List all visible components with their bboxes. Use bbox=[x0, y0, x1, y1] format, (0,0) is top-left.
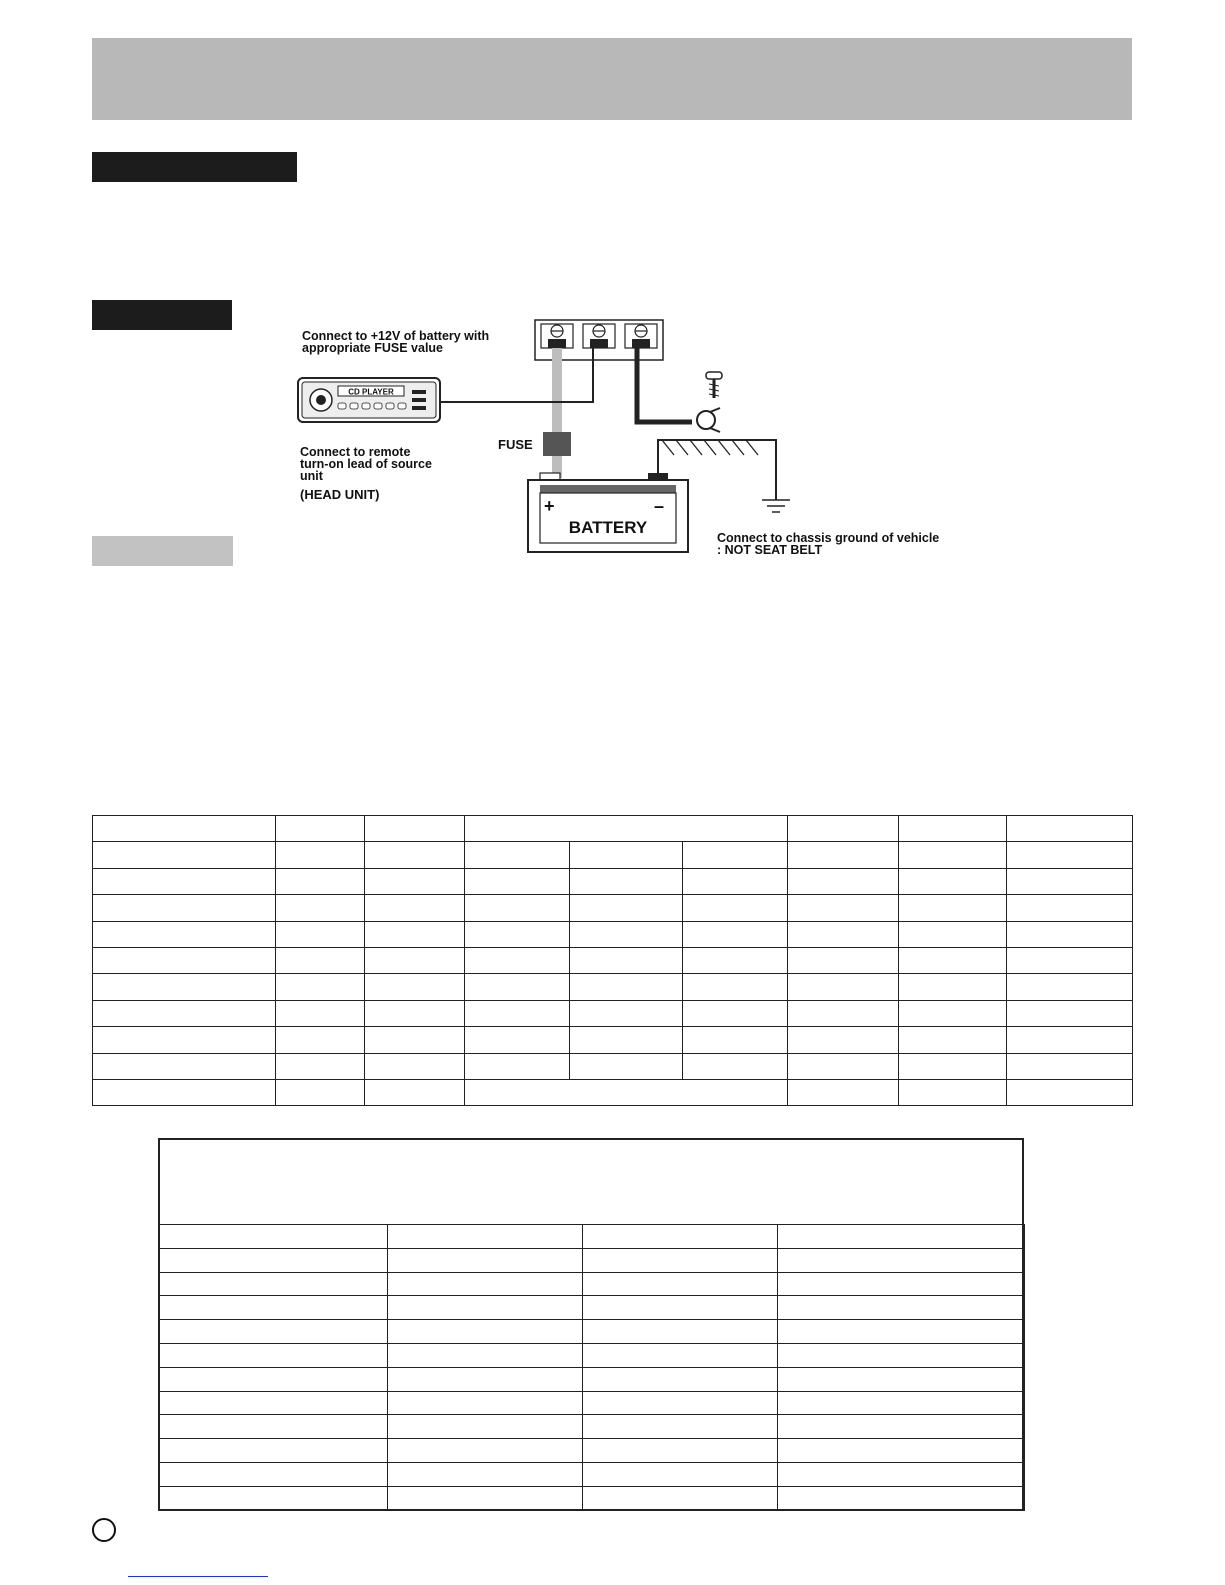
table-row bbox=[93, 842, 1133, 868]
table-cell bbox=[159, 1225, 388, 1249]
table-cell bbox=[570, 947, 683, 973]
ground-symbol-icon bbox=[762, 500, 790, 512]
table-cell bbox=[1007, 947, 1133, 973]
table-cell bbox=[365, 947, 465, 973]
table-cell bbox=[899, 947, 1007, 973]
battery-minus: – bbox=[654, 496, 665, 516]
table-cell bbox=[583, 1415, 778, 1439]
table-cell bbox=[683, 1000, 788, 1026]
table-cell bbox=[465, 1027, 570, 1053]
ring-terminal-icon bbox=[697, 408, 720, 432]
table-cell bbox=[465, 947, 570, 973]
table-cell bbox=[93, 974, 276, 1000]
wiring-diagram bbox=[290, 300, 990, 580]
table-cell bbox=[583, 1439, 778, 1463]
table-row bbox=[159, 1296, 1025, 1320]
table-cell bbox=[276, 868, 365, 894]
table-cell bbox=[683, 1027, 788, 1053]
table-cell bbox=[388, 1248, 583, 1272]
label-remote-line2: turn-on lead of source bbox=[300, 457, 432, 471]
table-cell bbox=[570, 1027, 683, 1053]
terminal-power bbox=[541, 324, 573, 348]
header-band bbox=[92, 38, 1132, 120]
table-cell bbox=[778, 1272, 1025, 1296]
table-cell bbox=[570, 974, 683, 1000]
terminal-ground bbox=[625, 324, 657, 348]
table-cell bbox=[388, 1415, 583, 1439]
table-cell bbox=[465, 895, 570, 921]
table-row bbox=[93, 895, 1133, 921]
table-cell bbox=[683, 895, 788, 921]
table-cell bbox=[365, 1053, 465, 1079]
table-cell bbox=[583, 1486, 778, 1510]
table-cell bbox=[276, 842, 365, 868]
table-cell bbox=[93, 816, 276, 842]
table-cell bbox=[570, 1053, 683, 1079]
table-cell bbox=[465, 816, 788, 842]
table-cell bbox=[388, 1367, 583, 1391]
table-cell bbox=[570, 1000, 683, 1026]
table-row bbox=[93, 947, 1133, 973]
table-cell bbox=[159, 1367, 388, 1391]
table-cell bbox=[93, 1000, 276, 1026]
table-cell bbox=[1007, 1000, 1133, 1026]
table-cell bbox=[788, 842, 899, 868]
table-row bbox=[159, 1415, 1025, 1439]
table-cell bbox=[388, 1391, 583, 1415]
table-cell bbox=[583, 1367, 778, 1391]
table-cell bbox=[159, 1391, 388, 1415]
table-cell bbox=[583, 1343, 778, 1367]
table-cell bbox=[388, 1462, 583, 1486]
wiring-diagram-svg bbox=[290, 300, 990, 580]
table-cell bbox=[778, 1415, 1025, 1439]
table-cell bbox=[570, 868, 683, 894]
table-cell bbox=[93, 1027, 276, 1053]
fuse-table bbox=[158, 1224, 1025, 1511]
table-cell bbox=[465, 921, 570, 947]
table-cell bbox=[388, 1296, 583, 1320]
table-cell bbox=[365, 1079, 465, 1105]
table-cell bbox=[899, 1000, 1007, 1026]
table-cell bbox=[93, 895, 276, 921]
table-cell bbox=[899, 974, 1007, 1000]
battery-label: BATTERY bbox=[568, 518, 648, 537]
table-cell bbox=[465, 868, 570, 894]
label-remote-line3: unit bbox=[300, 469, 323, 483]
screw-icon bbox=[706, 372, 722, 398]
table-cell bbox=[583, 1248, 778, 1272]
table-row bbox=[93, 868, 1133, 894]
table-row bbox=[93, 1027, 1133, 1053]
table-cell bbox=[1007, 895, 1133, 921]
table-cell bbox=[388, 1486, 583, 1510]
table-cell bbox=[1007, 868, 1133, 894]
table-row bbox=[93, 1079, 1133, 1105]
table-cell bbox=[159, 1296, 388, 1320]
table-cell bbox=[365, 895, 465, 921]
table-cell bbox=[583, 1391, 778, 1415]
table-cell bbox=[899, 921, 1007, 947]
table-cell bbox=[788, 816, 899, 842]
table-cell bbox=[899, 1079, 1007, 1105]
table-cell bbox=[276, 816, 365, 842]
table-row bbox=[93, 1000, 1133, 1026]
table-cell bbox=[159, 1462, 388, 1486]
table-cell bbox=[788, 1000, 899, 1026]
table-row bbox=[159, 1367, 1025, 1391]
table-cell bbox=[1007, 974, 1133, 1000]
table-cell bbox=[683, 842, 788, 868]
battery bbox=[528, 473, 688, 552]
table-cell bbox=[159, 1343, 388, 1367]
label-head-unit: (HEAD UNIT) bbox=[300, 487, 380, 502]
table-cell bbox=[276, 1000, 365, 1026]
table-cell bbox=[388, 1343, 583, 1367]
table-cell bbox=[276, 895, 365, 921]
table-cell bbox=[465, 1053, 570, 1079]
table-cell bbox=[365, 816, 465, 842]
table-cell bbox=[1007, 1027, 1133, 1053]
table-cell bbox=[788, 947, 899, 973]
table-cell bbox=[465, 1079, 788, 1105]
table-cell bbox=[159, 1486, 388, 1510]
label-remote-line1: Connect to remote bbox=[300, 445, 411, 459]
table-cell bbox=[570, 921, 683, 947]
table-cell bbox=[899, 1027, 1007, 1053]
table-cell bbox=[159, 1272, 388, 1296]
table-cell bbox=[276, 947, 365, 973]
table-cell bbox=[365, 1027, 465, 1053]
table-cell bbox=[388, 1225, 583, 1249]
table-cell bbox=[583, 1272, 778, 1296]
cd-player-label: CD PLAYER bbox=[348, 387, 394, 397]
table-cell bbox=[778, 1391, 1025, 1415]
table-cell bbox=[276, 1053, 365, 1079]
footer-link-underline[interactable] bbox=[128, 1576, 268, 1577]
label-chassis-line1: Connect to chassis ground of vehicle bbox=[717, 531, 940, 545]
table-cell bbox=[276, 1027, 365, 1053]
table-row bbox=[159, 1439, 1025, 1463]
table-cell bbox=[778, 1320, 1025, 1344]
table-row bbox=[159, 1225, 1025, 1249]
table-cell bbox=[388, 1439, 583, 1463]
table-cell bbox=[683, 921, 788, 947]
label-remote bbox=[300, 445, 435, 483]
table-cell bbox=[683, 868, 788, 894]
table-row bbox=[159, 1486, 1025, 1510]
table-cell bbox=[276, 974, 365, 1000]
table-cell bbox=[778, 1248, 1025, 1272]
table-cell bbox=[365, 974, 465, 1000]
table-cell bbox=[899, 842, 1007, 868]
table-cell bbox=[899, 816, 1007, 842]
table-cell bbox=[465, 842, 570, 868]
table-cell bbox=[683, 974, 788, 1000]
table-cell bbox=[159, 1439, 388, 1463]
table-cell bbox=[1007, 921, 1133, 947]
fuse bbox=[543, 432, 571, 456]
table-cell bbox=[365, 921, 465, 947]
table-row bbox=[159, 1320, 1025, 1344]
label-battery-connect-line2: appropriate FUSE value bbox=[302, 341, 444, 355]
section-tab-3 bbox=[92, 536, 233, 566]
battery-plus: + bbox=[544, 496, 555, 516]
table-cell bbox=[583, 1225, 778, 1249]
table-row bbox=[159, 1272, 1025, 1296]
table-cell bbox=[788, 1053, 899, 1079]
table-cell bbox=[788, 895, 899, 921]
table-row bbox=[93, 1053, 1133, 1079]
table-cell bbox=[778, 1462, 1025, 1486]
table-row bbox=[159, 1343, 1025, 1367]
table-cell bbox=[788, 1079, 899, 1105]
fuse-label: FUSE bbox=[498, 437, 533, 452]
table-cell bbox=[388, 1320, 583, 1344]
table-cell bbox=[93, 921, 276, 947]
table-cell bbox=[788, 921, 899, 947]
table-row bbox=[93, 921, 1133, 947]
table-cell bbox=[276, 921, 365, 947]
table-cell bbox=[683, 947, 788, 973]
table-cell bbox=[583, 1320, 778, 1344]
table-cell bbox=[788, 974, 899, 1000]
table-cell bbox=[778, 1367, 1025, 1391]
table-cell bbox=[93, 1079, 276, 1105]
label-battery-connect-line1: Connect to +12V of battery with bbox=[302, 329, 490, 343]
table-cell bbox=[93, 947, 276, 973]
table-cell bbox=[778, 1296, 1025, 1320]
label-battery-connect bbox=[302, 329, 493, 355]
label-chassis-line2: : NOT SEAT BELT bbox=[717, 543, 823, 557]
table-cell bbox=[365, 868, 465, 894]
table-cell bbox=[899, 868, 1007, 894]
table-cell bbox=[93, 842, 276, 868]
power-wire bbox=[552, 348, 562, 478]
table-cell bbox=[899, 1053, 1007, 1079]
table-row bbox=[93, 974, 1133, 1000]
table-row bbox=[93, 816, 1133, 842]
table-cell bbox=[465, 1000, 570, 1026]
table-cell bbox=[159, 1248, 388, 1272]
table-row bbox=[159, 1248, 1025, 1272]
table-cell bbox=[778, 1225, 1025, 1249]
table-cell bbox=[583, 1296, 778, 1320]
table-cell bbox=[1007, 842, 1133, 868]
table-cell bbox=[778, 1486, 1025, 1510]
table-cell bbox=[1007, 816, 1133, 842]
table-cell bbox=[465, 974, 570, 1000]
table-cell bbox=[365, 842, 465, 868]
label-chassis bbox=[717, 531, 943, 557]
table-cell bbox=[583, 1462, 778, 1486]
table-cell bbox=[788, 1027, 899, 1053]
table-cell bbox=[899, 895, 1007, 921]
table-cell bbox=[159, 1320, 388, 1344]
head-unit-icon bbox=[298, 378, 440, 422]
table-cell bbox=[570, 895, 683, 921]
table-cell bbox=[365, 1000, 465, 1026]
section-tab-1 bbox=[92, 152, 297, 182]
terminal-remote bbox=[583, 324, 615, 348]
section-tab-2 bbox=[92, 300, 232, 330]
table-cell bbox=[1007, 1079, 1133, 1105]
table-cell bbox=[683, 1053, 788, 1079]
spec-table bbox=[92, 815, 1133, 1106]
table-cell bbox=[276, 1079, 365, 1105]
table-cell bbox=[570, 842, 683, 868]
page-number-circle bbox=[92, 1518, 116, 1542]
table-cell bbox=[778, 1343, 1025, 1367]
table-cell bbox=[93, 1053, 276, 1079]
table-cell bbox=[1007, 1053, 1133, 1079]
table-cell bbox=[788, 868, 899, 894]
table-row bbox=[159, 1391, 1025, 1415]
table-row bbox=[159, 1462, 1025, 1486]
table-cell bbox=[93, 868, 276, 894]
table-cell bbox=[778, 1439, 1025, 1463]
table-cell bbox=[159, 1415, 388, 1439]
table-cell bbox=[388, 1272, 583, 1296]
